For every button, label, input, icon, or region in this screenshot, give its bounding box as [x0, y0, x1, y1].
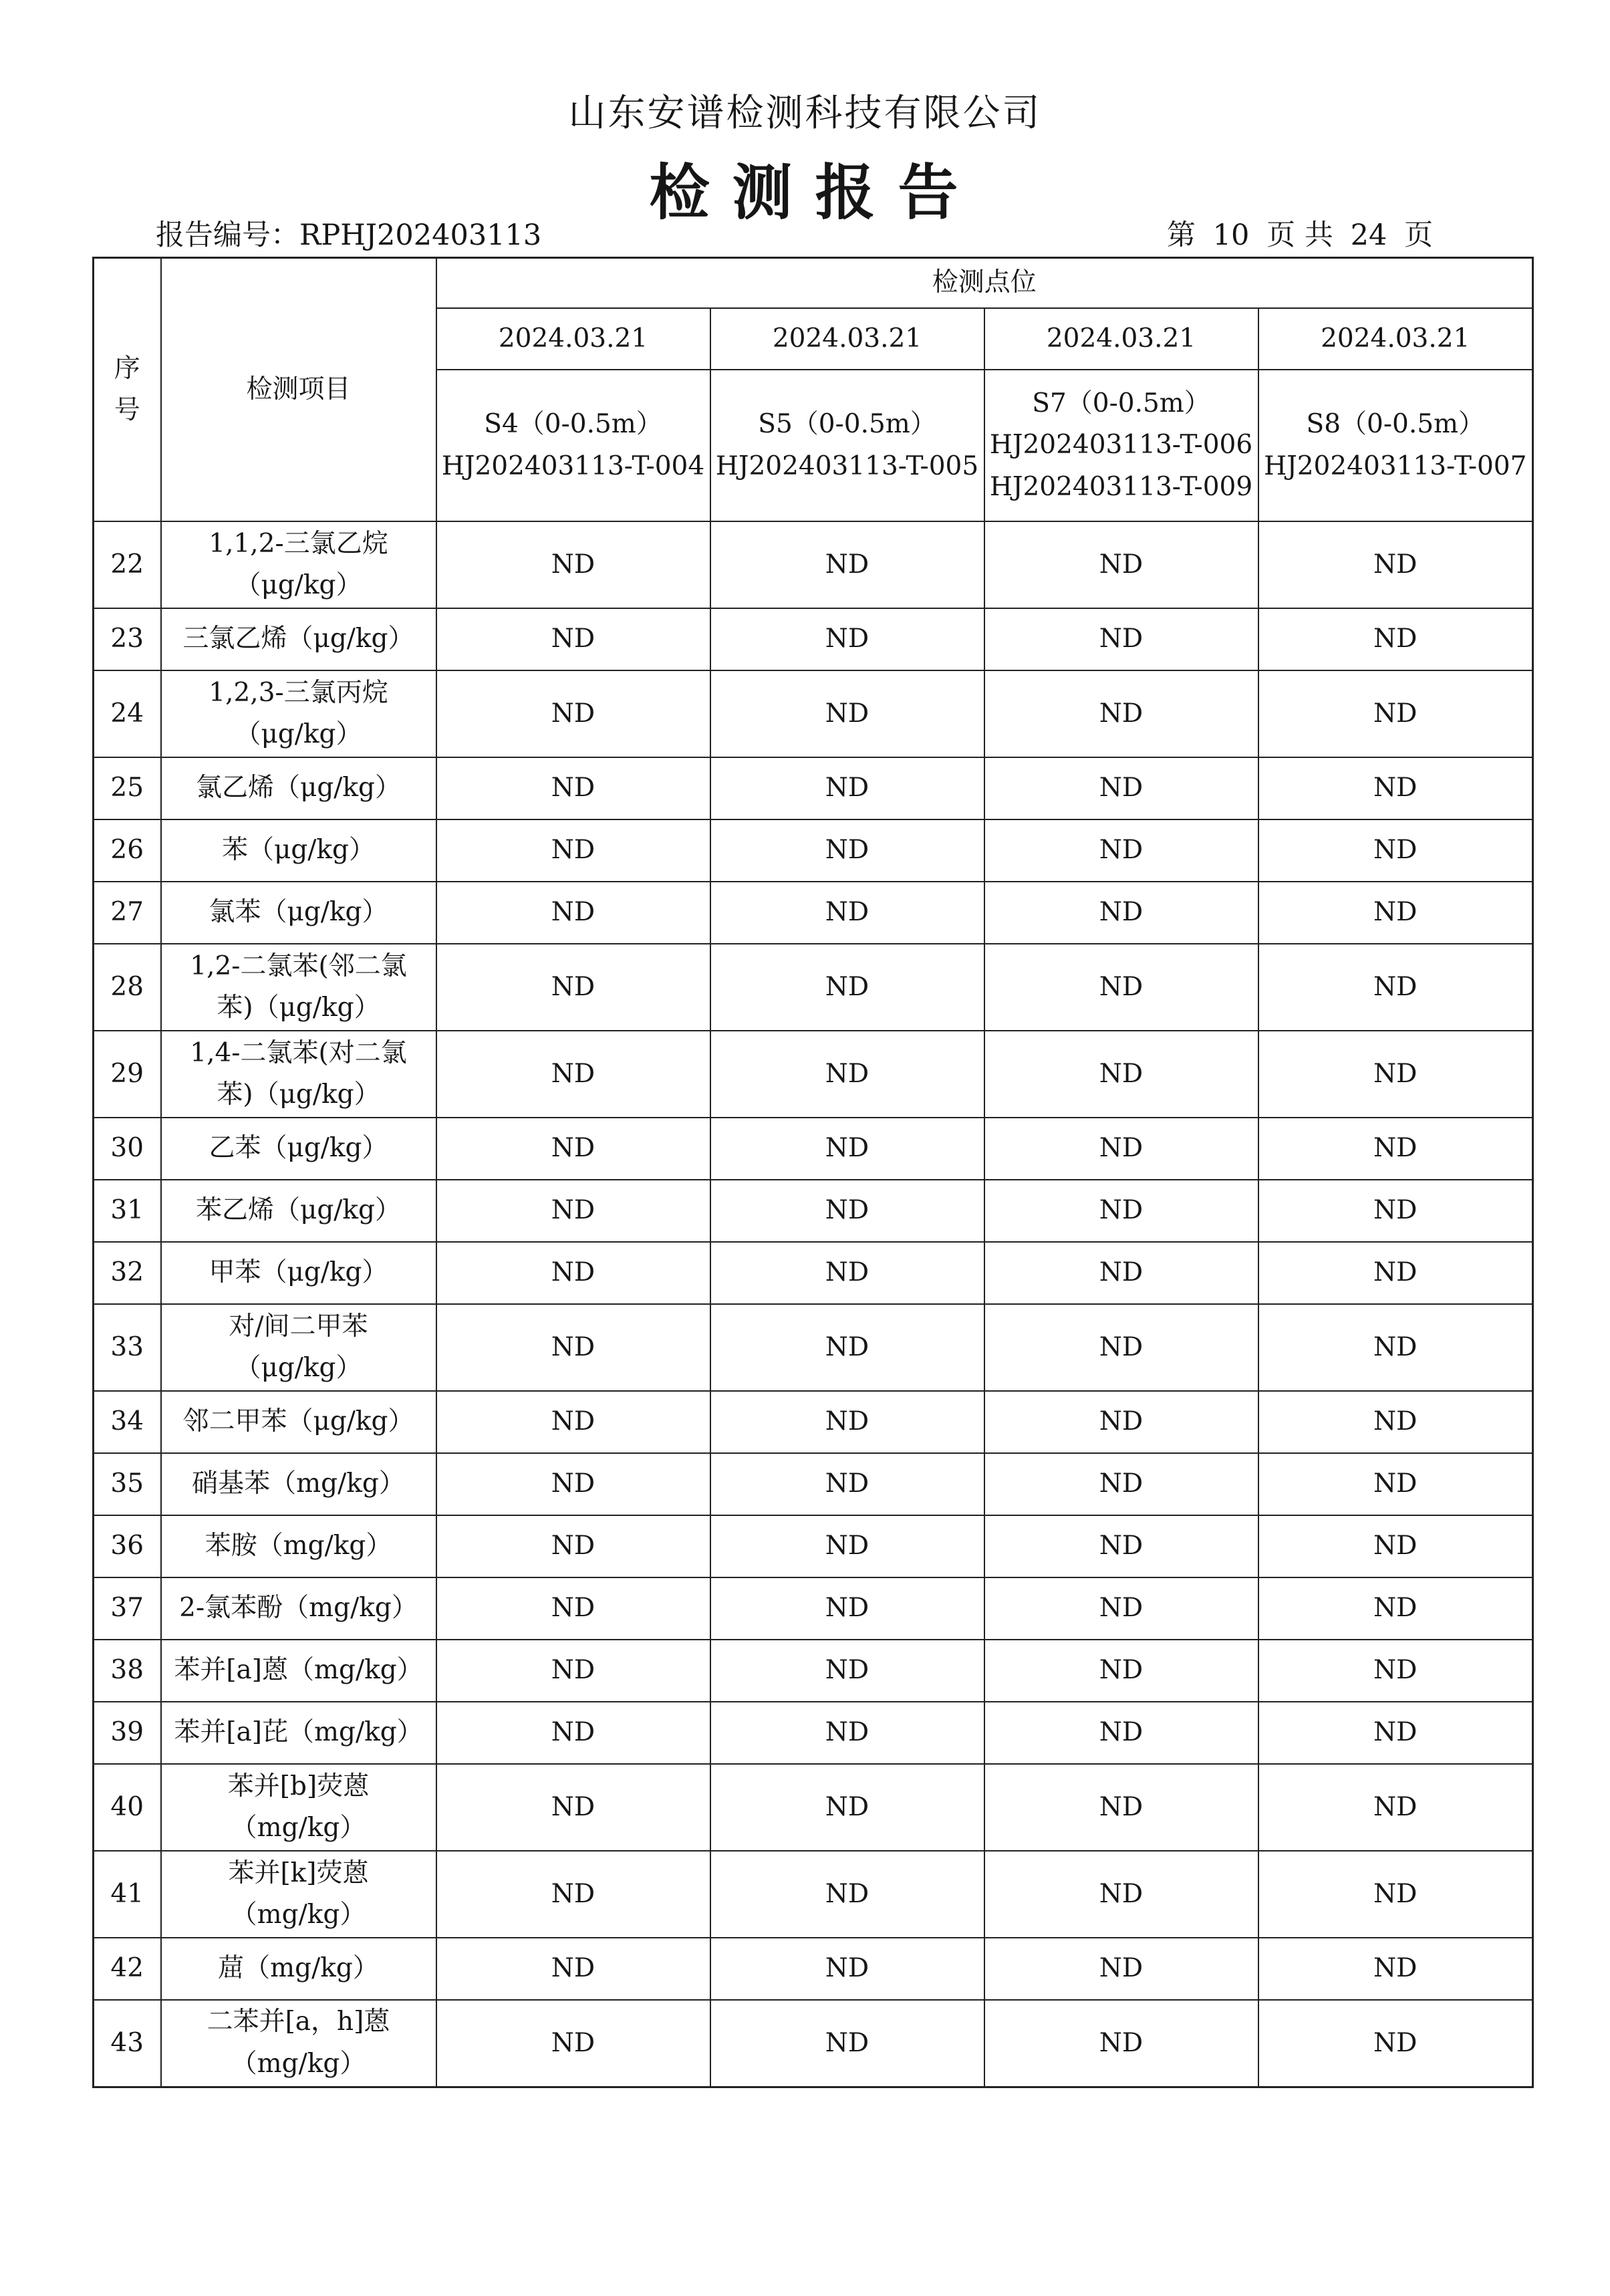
row-value: ND: [710, 1577, 984, 1640]
row-value: ND: [984, 1118, 1258, 1180]
page-total: 24: [1350, 219, 1387, 252]
row-value: ND: [436, 521, 710, 608]
row-value: ND: [984, 1938, 1258, 2000]
table-row: [94, 819, 1533, 882]
row-value: ND: [436, 2000, 710, 2087]
row-item-line: 苯并[a]芘（mg/kg）: [174, 1717, 423, 1748]
row-value: ND: [436, 1938, 710, 2000]
row-index: 25: [94, 757, 161, 819]
report-number: [156, 213, 541, 253]
site-label-line: HJ202403113-T-006: [989, 430, 1253, 461]
row-value: ND: [1258, 1938, 1533, 2000]
row-index: 36: [94, 1515, 161, 1577]
row-item: [161, 1242, 436, 1304]
row-value: ND: [436, 1031, 710, 1118]
site-label-line: S5（0-0.5m）: [758, 409, 936, 440]
row-item-line: 苯)（μg/kg）: [217, 993, 380, 1023]
row-value: ND: [710, 521, 984, 608]
row-value: ND: [436, 670, 710, 757]
row-item-line: 苯乙烯（μg/kg）: [195, 1195, 402, 1226]
row-item: [161, 1640, 436, 1702]
row-item: [161, 1515, 436, 1577]
row-value: ND: [984, 882, 1258, 944]
site-label-line: HJ202403113-T-004: [441, 451, 705, 481]
row-item: [161, 521, 436, 608]
row-value: ND: [984, 1702, 1258, 1764]
row-value: ND: [436, 944, 710, 1031]
row-item: [161, 1851, 436, 1938]
row-value: ND: [436, 1764, 710, 1851]
site-date: 2024.03.21: [436, 308, 710, 370]
table-row: [94, 1577, 1533, 1640]
table-row: [94, 670, 1533, 757]
row-item-line: 三氯乙烯（μg/kg）: [182, 624, 414, 654]
row-value: ND: [710, 1304, 984, 1391]
row-item: [161, 608, 436, 670]
row-item-line: （μg/kg）: [235, 1353, 362, 1383]
row-item: [161, 819, 436, 882]
row-item: [161, 1031, 436, 1118]
table-row: [94, 1938, 1533, 2000]
row-item: [161, 1304, 436, 1391]
row-value: ND: [436, 1304, 710, 1391]
row-index: 24: [94, 670, 161, 757]
site-label: [1258, 370, 1533, 521]
row-value: ND: [984, 1640, 1258, 1702]
row-item: [161, 1453, 436, 1515]
report-number-value: RPHJ202403113: [299, 219, 542, 252]
row-value: ND: [710, 1851, 984, 1938]
row-index: 43: [94, 2000, 161, 2087]
row-value: ND: [436, 1453, 710, 1515]
row-value: ND: [1258, 757, 1533, 819]
table-row: [94, 1118, 1533, 1180]
row-value: ND: [1258, 1764, 1533, 1851]
row-value: ND: [436, 819, 710, 882]
row-item-line: 乙苯（μg/kg）: [209, 1133, 388, 1164]
row-value: ND: [436, 1180, 710, 1242]
row-value: ND: [984, 1180, 1258, 1242]
row-value: ND: [1258, 670, 1533, 757]
results-table: [92, 257, 1534, 2088]
row-item-line: 2-氯苯酚（mg/kg）: [179, 1593, 418, 1624]
row-value: ND: [1258, 608, 1533, 670]
row-value: ND: [710, 1702, 984, 1764]
site-label: [710, 370, 984, 521]
row-value: ND: [1258, 1702, 1533, 1764]
row-value: ND: [710, 1640, 984, 1702]
row-index: 27: [94, 882, 161, 944]
row-item-line: 邻二甲苯（μg/kg）: [182, 1406, 414, 1437]
report-title: 检测报告: [649, 158, 981, 228]
page-suffix: 页: [1404, 219, 1434, 252]
row-item-line: 苯并[b]荧蒽: [227, 1771, 370, 1801]
row-value: ND: [984, 757, 1258, 819]
row-value: ND: [984, 944, 1258, 1031]
row-item: [161, 1577, 436, 1640]
row-value: ND: [984, 1304, 1258, 1391]
row-value: ND: [710, 819, 984, 882]
row-value: ND: [436, 757, 710, 819]
site-label: [984, 370, 1258, 521]
site-date: 2024.03.21: [984, 308, 1258, 370]
table-row: [94, 757, 1533, 819]
page-mid: 页 共: [1266, 219, 1333, 252]
row-item: [161, 2000, 436, 2087]
row-value: ND: [1258, 819, 1533, 882]
row-index: 32: [94, 1242, 161, 1304]
row-index: 33: [94, 1304, 161, 1391]
row-item: [161, 1391, 436, 1453]
table-row: [94, 521, 1533, 608]
row-item: [161, 1938, 436, 2000]
row-value: ND: [436, 1577, 710, 1640]
site-label-line: HJ202403113-T-009: [989, 471, 1253, 502]
row-value: ND: [1258, 1304, 1533, 1391]
row-item-line: 二苯并[a，h]蒽: [207, 2007, 390, 2037]
row-item: [161, 944, 436, 1031]
row-index: 28: [94, 944, 161, 1031]
row-value: ND: [1258, 882, 1533, 944]
site-label-line: S8（0-0.5m）: [1306, 409, 1485, 440]
row-item-line: （mg/kg）: [231, 1900, 366, 1930]
row-item-line: 䓛（mg/kg）: [218, 1953, 379, 1984]
row-index: 31: [94, 1180, 161, 1242]
row-value: ND: [436, 1118, 710, 1180]
site-label-line: HJ202403113-T-005: [715, 451, 979, 481]
row-value: ND: [710, 757, 984, 819]
row-value: ND: [984, 1764, 1258, 1851]
row-index: 38: [94, 1640, 161, 1702]
row-value: ND: [710, 608, 984, 670]
row-value: ND: [984, 1031, 1258, 1118]
row-value: ND: [1258, 1640, 1533, 1702]
row-value: ND: [710, 1180, 984, 1242]
table-row: [94, 1304, 1533, 1391]
row-index: 37: [94, 1577, 161, 1640]
page-prefix: 第: [1166, 219, 1196, 252]
row-item-line: （mg/kg）: [231, 2048, 366, 2079]
row-index: 39: [94, 1702, 161, 1764]
row-item-line: （μg/kg）: [235, 719, 362, 749]
row-item-line: 苯并[a]蒽（mg/kg）: [174, 1655, 423, 1686]
table-row: [94, 1851, 1533, 1938]
row-index: 34: [94, 1391, 161, 1453]
report-number-label: 报告编号：: [156, 219, 299, 252]
row-value: ND: [710, 1938, 984, 2000]
row-item-line: 1,1,2-三氯乙烷: [209, 528, 388, 559]
row-value: ND: [984, 670, 1258, 757]
row-value: ND: [710, 1764, 984, 1851]
row-value: ND: [1258, 521, 1533, 608]
page-current: 10: [1212, 219, 1250, 252]
site-date: 2024.03.21: [1258, 308, 1533, 370]
header-index: [94, 258, 161, 522]
row-value: ND: [1258, 944, 1533, 1031]
row-value: ND: [710, 1242, 984, 1304]
row-item: [161, 1702, 436, 1764]
site-label-line: S4（0-0.5m）: [484, 409, 662, 440]
row-index: 23: [94, 608, 161, 670]
row-value: ND: [436, 1640, 710, 1702]
table-row: [94, 944, 1533, 1031]
table-row: [94, 2000, 1533, 2087]
row-item-line: 1,4-二氯苯(对二氯: [190, 1037, 407, 1068]
row-item-line: 苯胺（mg/kg）: [205, 1531, 392, 1561]
row-value: ND: [436, 1391, 710, 1453]
header-points: 检测点位: [436, 258, 1533, 309]
row-value: ND: [710, 1391, 984, 1453]
row-index: 30: [94, 1118, 161, 1180]
row-value: ND: [436, 608, 710, 670]
row-item-line: 1,2-二氯苯(邻二氯: [190, 950, 407, 981]
row-item: [161, 882, 436, 944]
row-item-line: 苯并[k]荧蒽: [228, 1858, 369, 1888]
row-item: [161, 1180, 436, 1242]
row-item: [161, 757, 436, 819]
row-index: 26: [94, 819, 161, 882]
row-value: ND: [710, 944, 984, 1031]
row-item-line: 氯乙烯（μg/kg）: [195, 773, 402, 803]
row-item: [161, 1118, 436, 1180]
row-index: 41: [94, 1851, 161, 1938]
row-item-line: 硝基苯（mg/kg）: [192, 1469, 405, 1499]
site-date: 2024.03.21: [710, 308, 984, 370]
row-value: ND: [1258, 1851, 1533, 1938]
table-row: [94, 1242, 1533, 1304]
row-item-line: （μg/kg）: [235, 570, 362, 600]
row-value: ND: [710, 1118, 984, 1180]
row-value: ND: [984, 1577, 1258, 1640]
row-index: 35: [94, 1453, 161, 1515]
row-value: ND: [710, 1031, 984, 1118]
row-item: [161, 670, 436, 757]
table-row: [94, 1180, 1533, 1242]
row-value: ND: [984, 1391, 1258, 1453]
row-value: ND: [436, 1515, 710, 1577]
row-item-line: 1,2,3-三氯丙烷: [209, 677, 388, 708]
row-value: ND: [710, 882, 984, 944]
row-index: 40: [94, 1764, 161, 1851]
table-row: [94, 1640, 1533, 1702]
row-value: ND: [1258, 1031, 1533, 1118]
row-item-line: 氯苯（μg/kg）: [209, 897, 388, 928]
row-value: ND: [1258, 1515, 1533, 1577]
row-value: ND: [710, 1515, 984, 1577]
row-index: 42: [94, 1938, 161, 2000]
row-value: ND: [1258, 1453, 1533, 1515]
row-value: ND: [436, 1242, 710, 1304]
row-value: ND: [984, 608, 1258, 670]
site-label: [436, 370, 710, 521]
table-row: [94, 1764, 1533, 1851]
row-value: ND: [1258, 2000, 1533, 2087]
row-value: ND: [710, 670, 984, 757]
row-value: ND: [1258, 1391, 1533, 1453]
row-item-line: 甲苯（μg/kg）: [209, 1257, 388, 1288]
table-row: [94, 1453, 1533, 1515]
row-value: ND: [1258, 1180, 1533, 1242]
company-name: 山东安谱检测科技有限公司: [568, 92, 1042, 135]
site-label-line: HJ202403113-T-007: [1264, 451, 1527, 481]
row-value: ND: [710, 1453, 984, 1515]
row-value: ND: [1258, 1242, 1533, 1304]
row-value: ND: [984, 1242, 1258, 1304]
table-row: [94, 1031, 1533, 1118]
row-value: ND: [436, 1702, 710, 1764]
row-item-line: 苯)（μg/kg）: [217, 1079, 380, 1110]
row-value: ND: [984, 819, 1258, 882]
row-item-line: 苯（μg/kg）: [221, 835, 376, 866]
site-label-line: S7（0-0.5m）: [1032, 388, 1210, 418]
row-value: ND: [436, 882, 710, 944]
row-value: ND: [984, 1851, 1258, 1938]
table-row: [94, 1702, 1533, 1764]
table-row: [94, 1515, 1533, 1577]
row-value: ND: [1258, 1577, 1533, 1640]
table-row: [94, 1391, 1533, 1453]
header-item: 检测项目: [161, 258, 436, 522]
row-item-line: （mg/kg）: [231, 1813, 366, 1843]
row-value: ND: [710, 2000, 984, 2087]
row-value: ND: [984, 521, 1258, 608]
row-item-line: 对/间二甲苯: [229, 1311, 368, 1342]
row-value: ND: [984, 1515, 1258, 1577]
table-row: [94, 608, 1533, 670]
row-index: 29: [94, 1031, 161, 1118]
row-value: ND: [984, 1453, 1258, 1515]
row-index: 22: [94, 521, 161, 608]
header-index-text: 序号: [114, 353, 140, 425]
table-row: [94, 882, 1533, 944]
page-number: [1158, 213, 1442, 253]
row-value: ND: [436, 1851, 710, 1938]
row-value: ND: [984, 2000, 1258, 2087]
row-value: ND: [1258, 1118, 1533, 1180]
row-item: [161, 1764, 436, 1851]
